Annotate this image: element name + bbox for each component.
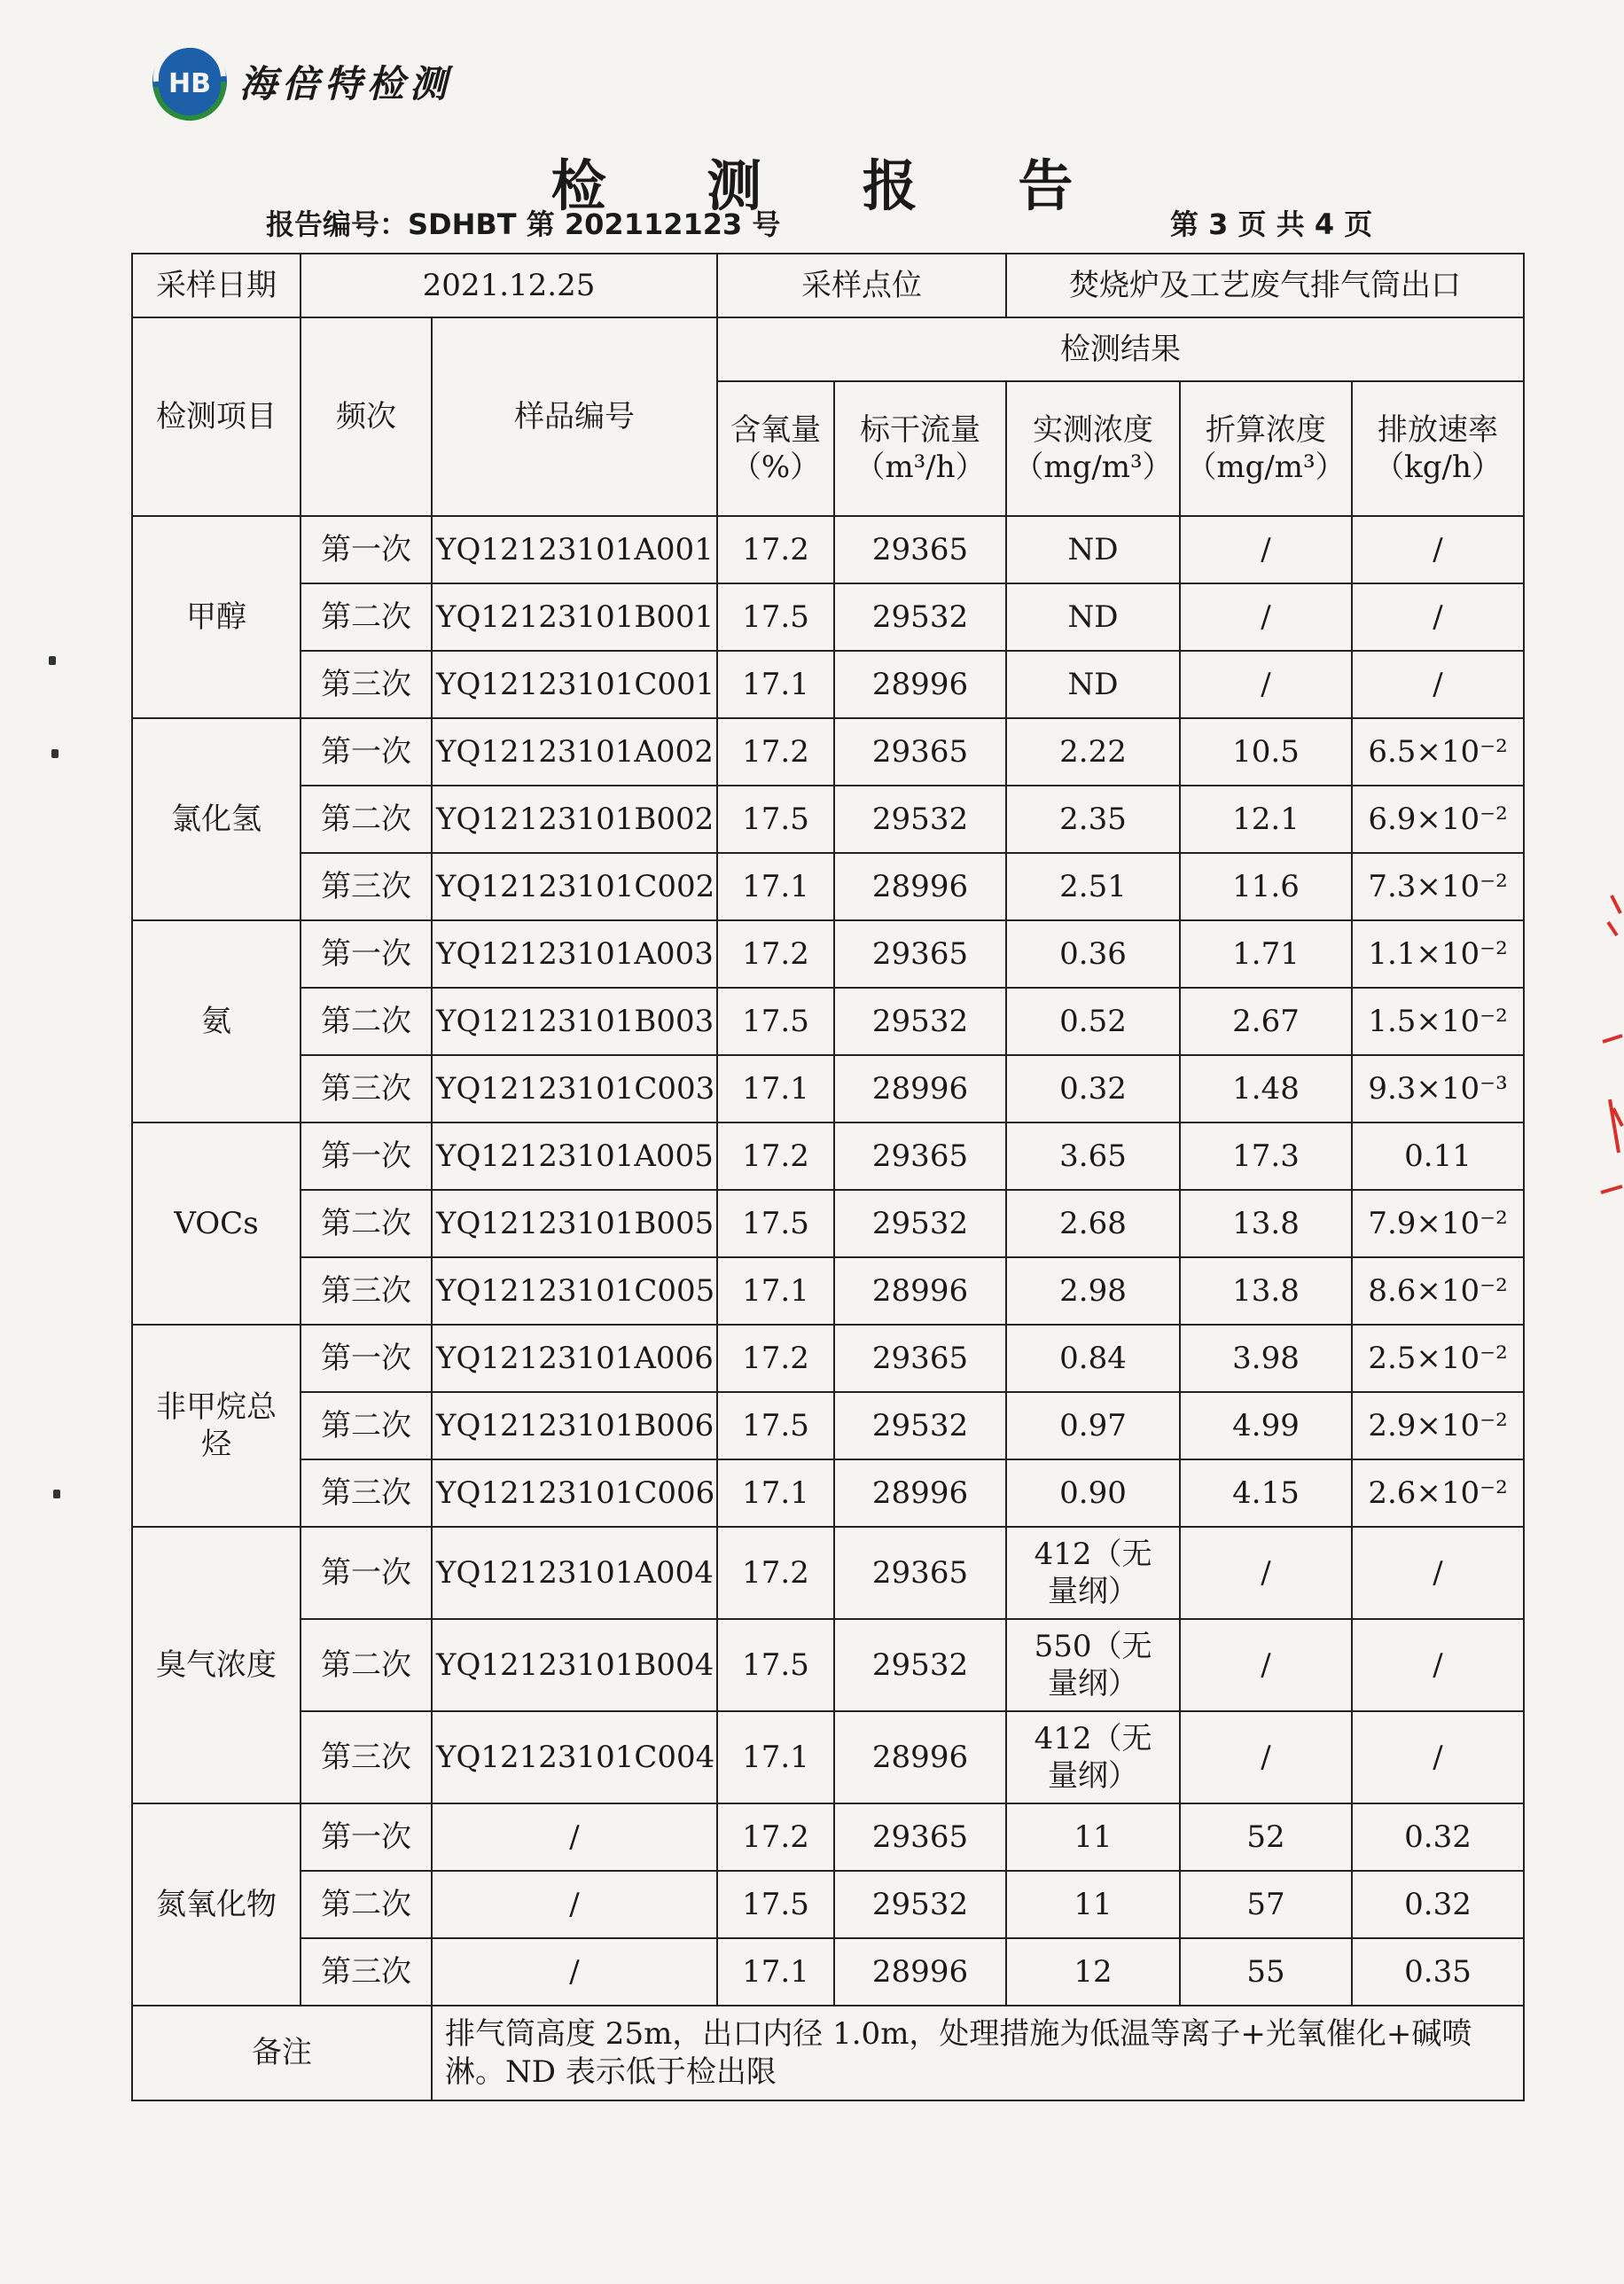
flow-cell: 29532	[834, 1190, 1006, 1257]
flow-cell: 29365	[834, 1803, 1006, 1871]
table-row	[132, 786, 1524, 853]
converted-cell: 13.8	[1180, 1257, 1352, 1325]
table-row	[132, 920, 1524, 988]
table-row	[132, 583, 1524, 651]
table-row	[132, 1055, 1524, 1122]
col-flow-header: 标干流量（m³/h）	[834, 381, 1006, 516]
converted-cell: /	[1180, 651, 1352, 718]
sample-cell: YQ12123101C004	[432, 1711, 717, 1803]
table-row	[132, 853, 1524, 920]
sample-cell: YQ12123101B001	[432, 583, 717, 651]
freq-cell: 第一次	[301, 718, 432, 786]
item-name-cell: VOCs	[132, 1122, 301, 1325]
converted-cell: /	[1180, 583, 1352, 651]
flow-cell: 29365	[834, 1325, 1006, 1392]
table-row	[132, 1122, 1524, 1190]
measured-cell: 0.36	[1006, 920, 1180, 988]
sample-cell: YQ12123101A004	[432, 1527, 717, 1619]
binding-hole-mark	[49, 656, 56, 665]
oxygen-cell: 17.2	[717, 1803, 834, 1871]
sample-cell: /	[432, 1871, 717, 1938]
sample-cell: YQ12123101A002	[432, 718, 717, 786]
table-row	[132, 718, 1524, 786]
rate-cell: 7.3×10⁻²	[1352, 853, 1524, 920]
svg-text:HB: HB	[168, 68, 211, 99]
rate-cell: /	[1352, 1619, 1524, 1711]
sample-cell: YQ12123101C002	[432, 853, 717, 920]
converted-cell: 4.99	[1180, 1392, 1352, 1459]
table-row	[132, 1459, 1524, 1527]
measured-cell: 2.51	[1006, 853, 1180, 920]
oxygen-cell: 17.5	[717, 988, 834, 1055]
sample-cell: YQ12123101B006	[432, 1392, 717, 1459]
measured-cell: ND	[1006, 516, 1180, 583]
binding-hole-mark	[53, 1490, 60, 1498]
measured-cell: 550（无量纲）	[1006, 1619, 1180, 1711]
oxygen-cell: 17.1	[717, 853, 834, 920]
converted-cell: /	[1180, 1619, 1352, 1711]
flow-cell: 28996	[834, 853, 1006, 920]
table-row	[132, 1392, 1524, 1459]
oxygen-cell: 17.2	[717, 1527, 834, 1619]
flow-cell: 28996	[834, 1055, 1006, 1122]
measured-cell: 3.65	[1006, 1122, 1180, 1190]
flow-cell: 28996	[834, 1257, 1006, 1325]
oxygen-cell: 17.2	[717, 1325, 834, 1392]
measured-cell: 11	[1006, 1871, 1180, 1938]
oxygen-cell: 17.1	[717, 1257, 834, 1325]
freq-cell: 第二次	[301, 583, 432, 651]
sample-cell: YQ12123101A006	[432, 1325, 717, 1392]
measured-cell: 2.22	[1006, 718, 1180, 786]
measured-cell: 2.68	[1006, 1190, 1180, 1257]
measured-cell: 12	[1006, 1938, 1180, 2006]
flow-cell: 28996	[834, 1711, 1006, 1803]
rate-cell: 1.1×10⁻²	[1352, 920, 1524, 988]
freq-cell: 第二次	[301, 988, 432, 1055]
measured-cell: ND	[1006, 651, 1180, 718]
sample-cell: YQ12123101B004	[432, 1619, 717, 1711]
rate-cell: 6.5×10⁻²	[1352, 718, 1524, 786]
freq-cell: 第二次	[301, 1619, 432, 1711]
freq-cell: 第一次	[301, 1122, 432, 1190]
flow-cell: 28996	[834, 1938, 1006, 2006]
sample-cell: /	[432, 1803, 717, 1871]
col-measured-header: 实测浓度（mg/m³）	[1006, 381, 1180, 516]
note-label: 备注	[132, 2006, 432, 2100]
note-text: 排气筒高度 25m，出口内径 1.0m，处理措施为低温等离子+光氧催化+碱喷淋。ND 表示低于检出限	[432, 2006, 1524, 2100]
table-row	[132, 1190, 1524, 1257]
table-row	[132, 1711, 1524, 1803]
rate-cell: 0.32	[1352, 1803, 1524, 1871]
flow-cell: 29532	[834, 583, 1006, 651]
flow-cell: 29365	[834, 1527, 1006, 1619]
oxygen-cell: 17.1	[717, 1711, 834, 1803]
col-oxygen-header: 含氧量（%）	[717, 381, 834, 516]
measured-cell: ND	[1006, 583, 1180, 651]
date-label: 采样日期	[132, 254, 301, 317]
table-row	[132, 1803, 1524, 1871]
rate-cell: /	[1352, 1711, 1524, 1803]
flow-cell: 28996	[834, 1459, 1006, 1527]
measured-cell: 412（无量纲）	[1006, 1711, 1180, 1803]
table-row	[132, 1619, 1524, 1711]
measured-cell: 0.52	[1006, 988, 1180, 1055]
sample-cell: YQ12123101C001	[432, 651, 717, 718]
sample-cell: YQ12123101B003	[432, 988, 717, 1055]
col-item-header: 检测项目	[132, 317, 301, 516]
freq-cell: 第一次	[301, 1527, 432, 1619]
sample-cell: YQ12123101C005	[432, 1257, 717, 1325]
converted-cell: 17.3	[1180, 1122, 1352, 1190]
measured-cell: 0.90	[1006, 1459, 1180, 1527]
freq-cell: 第三次	[301, 1711, 432, 1803]
oxygen-cell: 17.2	[717, 718, 834, 786]
measured-cell: 2.98	[1006, 1257, 1180, 1325]
rate-cell: 2.6×10⁻²	[1352, 1459, 1524, 1527]
table-row	[132, 988, 1524, 1055]
measured-cell: 0.32	[1006, 1055, 1180, 1122]
measured-cell: 0.84	[1006, 1325, 1180, 1392]
table-row	[132, 1527, 1524, 1619]
sample-cell: YQ12123101B002	[432, 786, 717, 853]
binding-hole-mark	[51, 749, 59, 758]
converted-cell: 52	[1180, 1803, 1352, 1871]
converted-cell: 10.5	[1180, 718, 1352, 786]
report-number: 报告编号：SDHBT 第 202112123 号	[266, 207, 781, 241]
converted-cell: /	[1180, 516, 1352, 583]
measured-cell: 2.35	[1006, 786, 1180, 853]
oxygen-cell: 17.2	[717, 1122, 834, 1190]
converted-cell: 4.15	[1180, 1459, 1352, 1527]
oxygen-cell: 17.2	[717, 920, 834, 988]
freq-cell: 第三次	[301, 1938, 432, 2006]
oxygen-cell: 17.2	[717, 516, 834, 583]
rate-cell: /	[1352, 583, 1524, 651]
table-row	[132, 1871, 1524, 1938]
oxygen-cell: 17.1	[717, 1055, 834, 1122]
rate-cell: 1.5×10⁻²	[1352, 988, 1524, 1055]
table-row	[132, 1325, 1524, 1392]
freq-cell: 第二次	[301, 1190, 432, 1257]
sample-cell: /	[432, 1938, 717, 2006]
point-label: 采样点位	[717, 254, 1006, 317]
converted-cell: 57	[1180, 1871, 1352, 1938]
logo-text: 海倍特检测	[239, 62, 453, 106]
table-row	[132, 1938, 1524, 2006]
col-freq-header: 频次	[301, 317, 432, 516]
freq-cell: 第三次	[301, 1055, 432, 1122]
item-name-cell: 甲醇	[132, 516, 301, 718]
converted-cell: 11.6	[1180, 853, 1352, 920]
rate-cell: 0.11	[1352, 1122, 1524, 1190]
sample-cell: YQ12123101C006	[432, 1459, 717, 1527]
rate-cell: 6.9×10⁻²	[1352, 786, 1524, 853]
point-value: 焚烧炉及工艺废气排气筒出口	[1006, 254, 1524, 317]
rate-cell: 9.3×10⁻³	[1352, 1055, 1524, 1122]
freq-cell: 第三次	[301, 1459, 432, 1527]
sample-cell: YQ12123101A003	[432, 920, 717, 988]
col-sample-header: 样品编号	[432, 317, 717, 516]
converted-cell: 55	[1180, 1938, 1352, 2006]
oxygen-cell: 17.1	[717, 1459, 834, 1527]
measured-cell: 11	[1006, 1803, 1180, 1871]
date-value: 2021.12.25	[301, 254, 717, 317]
rate-cell: /	[1352, 651, 1524, 718]
rate-cell: 0.32	[1352, 1871, 1524, 1938]
oxygen-cell: 17.5	[717, 786, 834, 853]
note-row	[132, 2006, 1524, 2100]
rate-cell: 7.9×10⁻²	[1352, 1190, 1524, 1257]
logo-emblem-icon	[149, 41, 230, 122]
rate-cell: 2.5×10⁻²	[1352, 1325, 1524, 1392]
oxygen-cell: 17.1	[717, 1938, 834, 2006]
flow-cell: 29532	[834, 1871, 1006, 1938]
col-converted-header: 折算浓度（mg/m³）	[1180, 381, 1352, 516]
measured-cell: 412（无量纲）	[1006, 1527, 1180, 1619]
measured-cell: 0.97	[1006, 1392, 1180, 1459]
oxygen-cell: 17.1	[717, 651, 834, 718]
rate-cell: 8.6×10⁻²	[1352, 1257, 1524, 1325]
rate-cell: /	[1352, 1527, 1524, 1619]
sample-cell: YQ12123101B005	[432, 1190, 717, 1257]
flow-cell: 29365	[834, 718, 1006, 786]
converted-cell: 1.48	[1180, 1055, 1352, 1122]
converted-cell: /	[1180, 1711, 1352, 1803]
flow-cell: 28996	[834, 651, 1006, 718]
flow-cell: 29532	[834, 1619, 1006, 1711]
col-results-header: 检测结果	[717, 317, 1524, 381]
results-table	[131, 253, 1525, 2101]
company-logo	[149, 41, 452, 122]
freq-cell: 第三次	[301, 1257, 432, 1325]
table-row	[132, 516, 1524, 583]
flow-cell: 29365	[834, 920, 1006, 988]
sample-cell: YQ12123101A001	[432, 516, 717, 583]
converted-cell: 12.1	[1180, 786, 1352, 853]
flow-cell: 29532	[834, 988, 1006, 1055]
freq-cell: 第一次	[301, 1803, 432, 1871]
converted-cell: 2.67	[1180, 988, 1352, 1055]
rate-cell: 2.9×10⁻²	[1352, 1392, 1524, 1459]
freq-cell: 第三次	[301, 853, 432, 920]
oxygen-cell: 17.5	[717, 1190, 834, 1257]
freq-cell: 第二次	[301, 1871, 432, 1938]
freq-cell: 第二次	[301, 786, 432, 853]
oxygen-cell: 17.5	[717, 583, 834, 651]
converted-cell: 13.8	[1180, 1190, 1352, 1257]
rate-cell: /	[1352, 516, 1524, 583]
page-number: 第 3 页 共 4 页	[1170, 207, 1373, 241]
oxygen-cell: 17.5	[717, 1392, 834, 1459]
item-name-cell: 臭气浓度	[132, 1527, 301, 1803]
converted-cell: 3.98	[1180, 1325, 1352, 1392]
page-title: 检 测 报 告	[550, 153, 1114, 218]
converted-cell: /	[1180, 1527, 1352, 1619]
col-rate-header: 排放速率（kg/h）	[1352, 381, 1524, 516]
freq-cell: 第一次	[301, 920, 432, 988]
freq-cell: 第二次	[301, 1392, 432, 1459]
table-row	[132, 651, 1524, 718]
item-name-cell: 氯化氢	[132, 718, 301, 920]
flow-cell: 29365	[834, 516, 1006, 583]
oxygen-cell: 17.5	[717, 1619, 834, 1711]
freq-cell: 第一次	[301, 516, 432, 583]
item-name-cell: 氮氧化物	[132, 1803, 301, 2006]
freq-cell: 第一次	[301, 1325, 432, 1392]
converted-cell: 1.71	[1180, 920, 1352, 988]
red-stamp-fragment-icon	[1596, 887, 1624, 1206]
table-row	[132, 1257, 1524, 1325]
item-name-cell: 非甲烷总烃	[132, 1325, 301, 1527]
item-name-cell: 氨	[132, 920, 301, 1122]
flow-cell: 29365	[834, 1122, 1006, 1190]
sample-cell: YQ12123101A005	[432, 1122, 717, 1190]
sample-cell: YQ12123101C003	[432, 1055, 717, 1122]
freq-cell: 第三次	[301, 651, 432, 718]
rate-cell: 0.35	[1352, 1938, 1524, 2006]
flow-cell: 29532	[834, 786, 1006, 853]
flow-cell: 29532	[834, 1392, 1006, 1459]
oxygen-cell: 17.5	[717, 1871, 834, 1938]
